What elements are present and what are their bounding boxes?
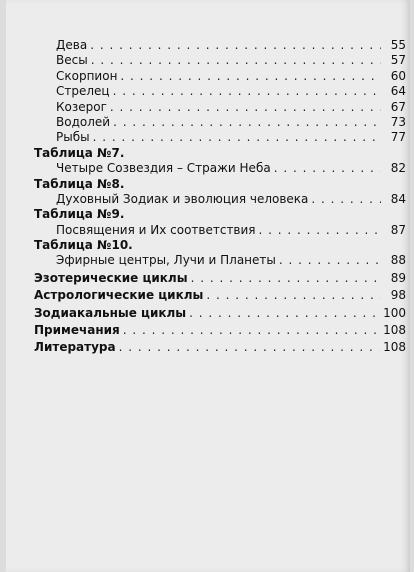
dot-leader xyxy=(110,100,381,115)
toc-entry-page: 108 xyxy=(383,323,406,338)
toc-entry xyxy=(34,53,406,68)
dot-leader xyxy=(120,69,381,84)
toc-entry-page: 100 xyxy=(383,305,406,320)
dot-leader xyxy=(274,161,381,176)
toc-entry-page: 87 xyxy=(390,222,406,237)
toc-entry-title: Четыре Созвездия – Стражи Неба xyxy=(56,161,271,176)
toc-entry-page: 82 xyxy=(390,161,406,176)
toc-entry xyxy=(34,288,406,303)
toc-entry-page: 73 xyxy=(390,114,406,129)
toc-entry-page: 84 xyxy=(390,191,406,206)
dot-leader xyxy=(206,288,381,303)
toc-entry xyxy=(34,38,406,53)
toc-section-heading xyxy=(34,146,406,161)
toc-entry-title: Рыбы xyxy=(56,130,90,145)
dot-leader xyxy=(311,192,381,207)
toc-entry xyxy=(34,253,406,268)
toc-entry xyxy=(34,84,406,99)
toc-entry-title: Литература xyxy=(34,340,116,355)
toc-entry xyxy=(34,100,406,115)
dot-leader xyxy=(113,84,381,99)
toc-entry xyxy=(34,306,406,321)
toc-entry-page: 89 xyxy=(390,270,406,285)
toc-entry-title: Эфирные центры, Лучи и Планеты xyxy=(56,253,276,268)
toc-entry-title: Эзотерические циклы xyxy=(34,270,188,285)
toc-entry xyxy=(34,323,406,338)
toc-heading-title: Таблица №7. xyxy=(34,145,125,160)
toc-entry-page: 108 xyxy=(383,340,406,355)
toc-entry-title: Козерог xyxy=(56,99,107,114)
toc-entry-page: 57 xyxy=(390,53,406,68)
toc-section-heading xyxy=(34,177,406,192)
toc-entry-title: Зодиакальные циклы xyxy=(34,305,187,320)
toc-entry-title: Скорпион xyxy=(56,68,118,83)
toc-section-heading xyxy=(34,238,406,253)
toc-entry xyxy=(34,130,406,145)
toc-entry xyxy=(34,192,406,207)
toc-heading-title: Таблица №8. xyxy=(34,176,125,191)
dot-leader xyxy=(90,38,381,53)
toc-entry-page: 60 xyxy=(390,68,406,83)
toc-entry-page: 55 xyxy=(390,38,406,52)
dot-leader xyxy=(113,115,381,130)
toc-entry-title: Стрелец xyxy=(56,84,110,99)
toc-entry xyxy=(34,223,406,238)
toc-entry-page: 77 xyxy=(390,130,406,145)
dot-leader xyxy=(93,130,381,145)
toc-entry xyxy=(34,340,406,355)
dot-leader xyxy=(91,53,381,68)
toc-entry xyxy=(34,69,406,84)
toc-entry-title: Астрологические циклы xyxy=(34,288,204,303)
toc-heading-title: Таблица №10. xyxy=(34,238,133,253)
book-page xyxy=(6,0,410,572)
dot-leader xyxy=(189,306,380,321)
toc-entry-page: 88 xyxy=(390,253,406,268)
dot-leader xyxy=(191,271,381,286)
toc-entry-title: Водолей xyxy=(56,114,111,129)
toc-entry-page: 64 xyxy=(390,84,406,99)
toc-entry-title: Посвящения и Их соответствия xyxy=(56,222,256,237)
toc-entry-page: 98 xyxy=(390,288,406,303)
dot-leader xyxy=(259,223,381,238)
toc-entry-title: Примечания xyxy=(34,323,120,338)
dot-leader xyxy=(123,323,380,338)
toc-heading-title: Таблица №9. xyxy=(34,207,125,222)
toc-entry xyxy=(34,271,406,286)
table-of-contents xyxy=(34,38,406,356)
toc-entry-title: Духовный Зодиак и эволюция человека xyxy=(56,191,309,206)
toc-section-heading xyxy=(34,207,406,222)
dot-leader xyxy=(119,340,380,355)
toc-entry-page: 67 xyxy=(390,99,406,114)
toc-entry-title: Дева xyxy=(56,38,88,52)
toc-entry xyxy=(34,161,406,176)
toc-entry-title: Весы xyxy=(56,53,88,68)
toc-entry xyxy=(34,115,406,130)
dot-leader xyxy=(279,253,381,268)
